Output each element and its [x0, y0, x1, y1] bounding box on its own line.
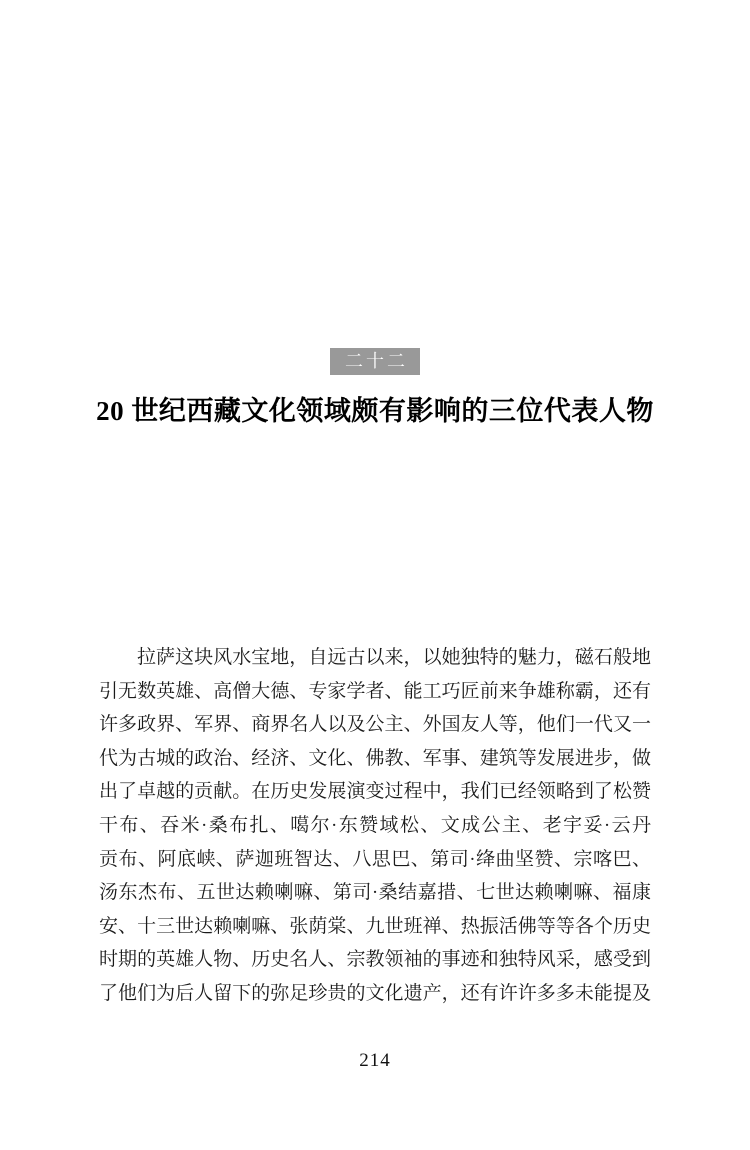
paragraph-line: 贡布、阿底峡、萨迦班智达、八思巴、第司·绛曲坚赞、宗喀巴、 — [99, 848, 651, 870]
paragraph-line: 了他们为后人留下的弥足珍贵的文化遗产，还有许许多多未能提及 — [99, 982, 651, 1004]
paragraph-line: 出了卓越的贡献。在历史发展演变过程中，我们已经领略到了松赞 — [99, 781, 651, 803]
page-number: 214 — [359, 1050, 391, 1071]
paragraph-line: 拉萨这块风水宝地，自远古以来，以她独特的魅力，磁石般地 — [137, 647, 651, 668]
paragraph-line: 引无数英雄、高僧大德、专家学者、能工巧匠前来争雄称霸，还有 — [99, 680, 651, 702]
paragraph-line: 安、十三世达赖喇嘛、张荫棠、九世班禅、热振活佛等等各个历史 — [99, 915, 651, 937]
chapter-title: 20 世纪西藏文化领域颇有影响的三位代表人物 — [96, 396, 654, 426]
paragraph-line: 时期的英雄人物、历史名人、宗教领袖的事迹和独特风采，感受到 — [99, 949, 651, 971]
body-paragraph — [99, 641, 651, 1011]
paragraph-line: 许多政界、军界、商界名人以及公主、外国友人等，他们一代又一 — [99, 714, 651, 736]
paragraph-line: 汤东杰布、五世达赖喇嘛、第司·桑结嘉措、七世达赖喇嘛、福康 — [99, 882, 651, 904]
paragraph-line: 代为古城的政治、经济、文化、佛教、军事、建筑等发展进步，做 — [99, 747, 651, 769]
paragraph-line: 干布、吞米·桑布扎、噶尔·东赞域松、文成公主、老宇妥·云丹 — [99, 814, 651, 836]
chapter-number-badge: 二十二 — [330, 348, 420, 375]
